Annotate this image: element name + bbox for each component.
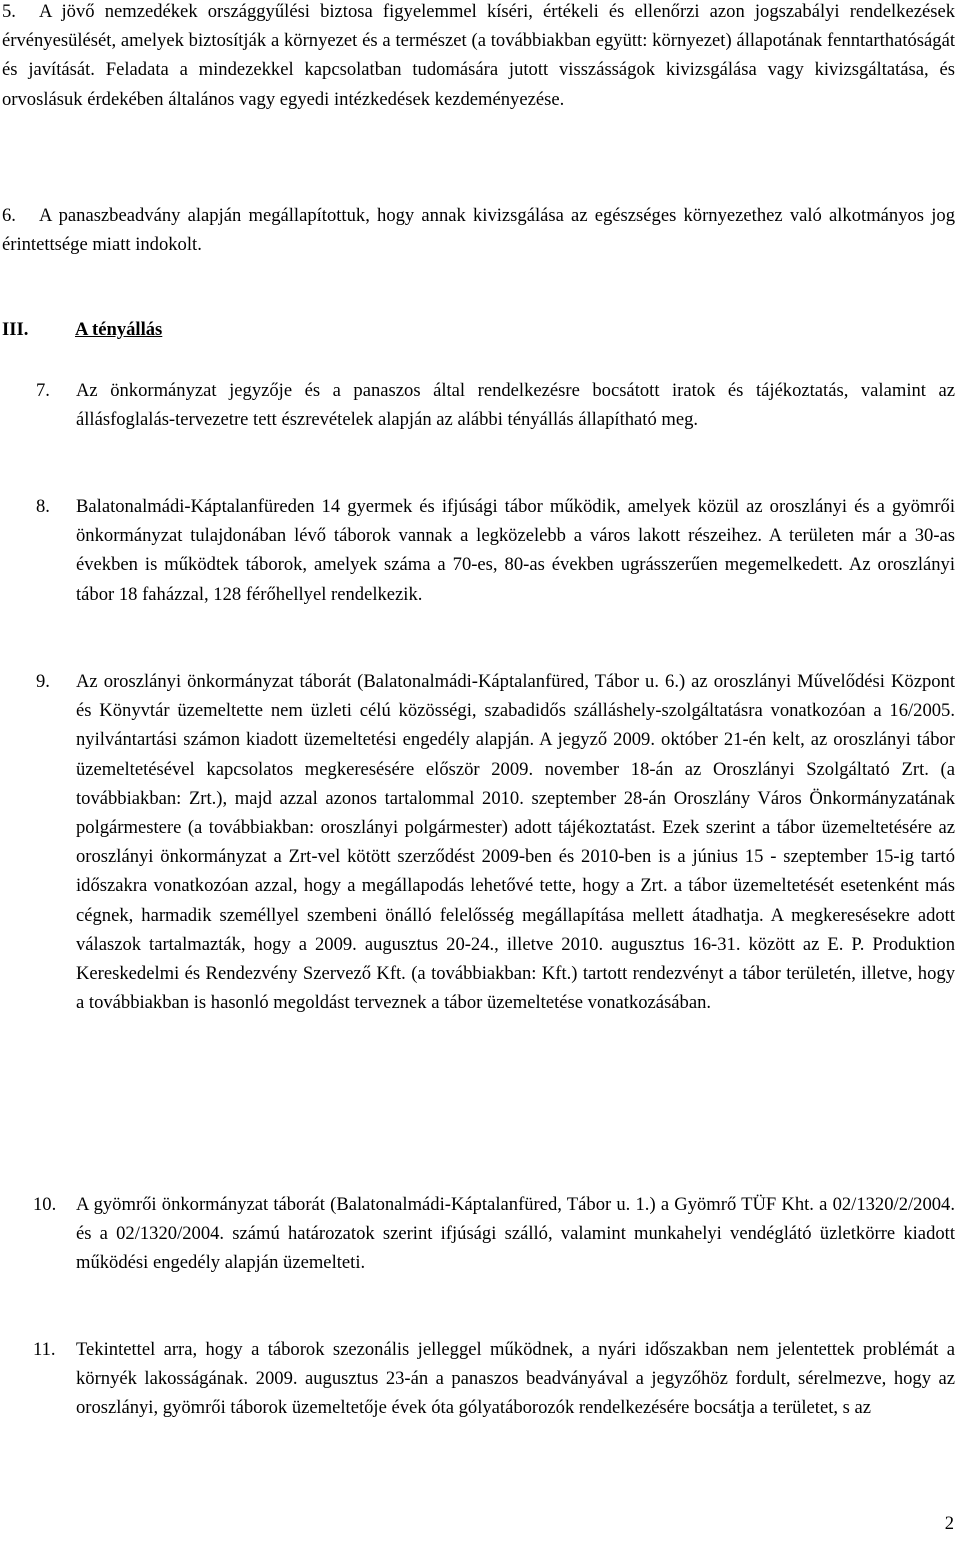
paragraph-number: 8. [36,496,50,517]
paragraph-text: Tekintettel arra, hogy a táborok szezonális jelleggel működnek, a nyári időszakban nem jelentettek problémát a környék lakosságának. 2009. augusztus 23-án a panaszos beadványával a jegyzőhöz fordult, sérelmezve, hogy az oroszlányi, gyömrői táborok üzemeltetője évek óta gólyatáborozók rendelkezésére bocsátja a területet, s az [76,1339,955,1419]
paragraph-number: 10. [33,1194,57,1215]
paragraph-text: Az önkormányzat jegyzője és a panaszos által rendelkezésre bocsátott iratok és tájékoztatás, valamint az állásfoglalás-tervezetre tett észrevételek alapján az alábbi tényállás állapítható meg. [76,380,955,431]
paragraph-10 [33,1190,955,1278]
paragraph-11 [33,1335,955,1423]
section-heading [2,315,162,344]
paragraph-text: Balatonalmádi-Káptalanfüreden 14 gyermek és ifjúsági tábor működik, amelyek közül az oroszlányi és a gyömrői önkormányzat tulajdonában lévő táborok vannak a legközelebb a város lakott részeihez. A területen már a 30-as években is működtek táborok, amelyek száma a 70-es, 80-as években ugrásszerűen megemelkedett. Az oroszlányi tábor 18 faházzal, 128 férőhellyel rendelkezik. [76,496,955,605]
page-number: 2 [944,1513,954,1534]
paragraph-5 [2,0,955,114]
paragraph-text: A jövő nemzedékek országgyűlési biztosa figyelemmel kíséri, értékeli és ellenőrzi azon jogszabályi rendelkezések érvényesülését, amelyek biztosítják a környezet és a természet (a továbbiakban együtt: környezet) állapotának fenntarthatóságát és javítását. Feladata a mindezekkel kapcsolatban tudomására jutott visszásságok kivizsgálása vagy kivizsgáltatása, és orvoslásuk érdekében általános vagy egyedi intézkedések kezdeményezése. [2,1,955,110]
paragraph-text: A panaszbeadvány alapján megállapítottuk, hogy annak kivizsgálása az egészséges környezethez való alkotmányos jog érintettsége miatt indokolt. [2,205,955,256]
section-number: III. [2,319,29,340]
paragraph-7 [36,376,955,434]
paragraph-6 [2,201,955,259]
paragraph-8 [36,492,955,609]
paragraph-text: A gyömrői önkormányzat táborát (Balatonalmádi-Káptalanfüred, Tábor u. 1.) a Gyömrő TÜF Kht. a 02/1320/2/2004. és a 02/1320/2004. számú határozatok szerint ifjúsági szálló, valamint munkahelyi vendéglátó üzletkörre kiadott működési engedély alapján üzemelteti. [76,1194,955,1274]
paragraph-9 [36,667,955,1017]
section-title: A tényállás [75,319,163,340]
paragraph-number: 11. [33,1339,56,1360]
paragraph-number: 6. [2,205,16,226]
paragraph-number: 7. [36,380,50,401]
paragraph-number: 9. [36,671,50,692]
paragraph-text: Az oroszlányi önkormányzat táborát (Balatonalmádi-Káptalanfüred, Tábor u. 6.) az oroszlányi Művelődési Központ és Könyvtár üzemeltette nem üzleti célú közösségi, szabadidős szálláshely-szolgáltatásra vonatkozóan a 16/2005. nyilvántartási számon kiadott üzemeltetési engedély alapján. A jegyző 2009. október 21-én kelt, az oroszlányi tábor üzemeltetésével kapcsolatos megkeresésére először 2009. november 18-án az Oroszlányi Szolgáltató Zrt. (a továbbiakban: Zrt.), majd azzal azonos tartalommal 2010. szeptember 28-án Oroszlány Város Önkormányzatának polgármestere (a továbbiakban: oroszlányi polgármester) adott tájékoztatást. Ezek szerint a tábor üzemeltetésére az oroszlányi önkormányzat a Zrt-vel kötött szerződést 2009-ben és 2010-ben is a június 15 - szeptember 15-ig tartó időszakra vonatkozóan azzal, hogy a megállapodás lehetővé tette, hogy a Zrt. a tábor üzemeltetését esetenként más cégnek, harmadik személlyel szembeni önálló felelősség megállapítása mellett átadhatja. A megkeresésekre adott válaszok tartalmazták, hogy a 2009. augusztus 20-24., illetve 2010. augusztus 16-31. között az E. P. Produktion Kereskedelmi és Rendezvény Szervező Kft. (a továbbiakban: Kft.) tartott rendezvényt a tábor területén, illetve, hogy a továbbiakban is hasonló megoldást terveznek a tábor üzemeltetése vonatkozásában. [76,671,955,1014]
paragraph-number: 5. [2,1,16,22]
